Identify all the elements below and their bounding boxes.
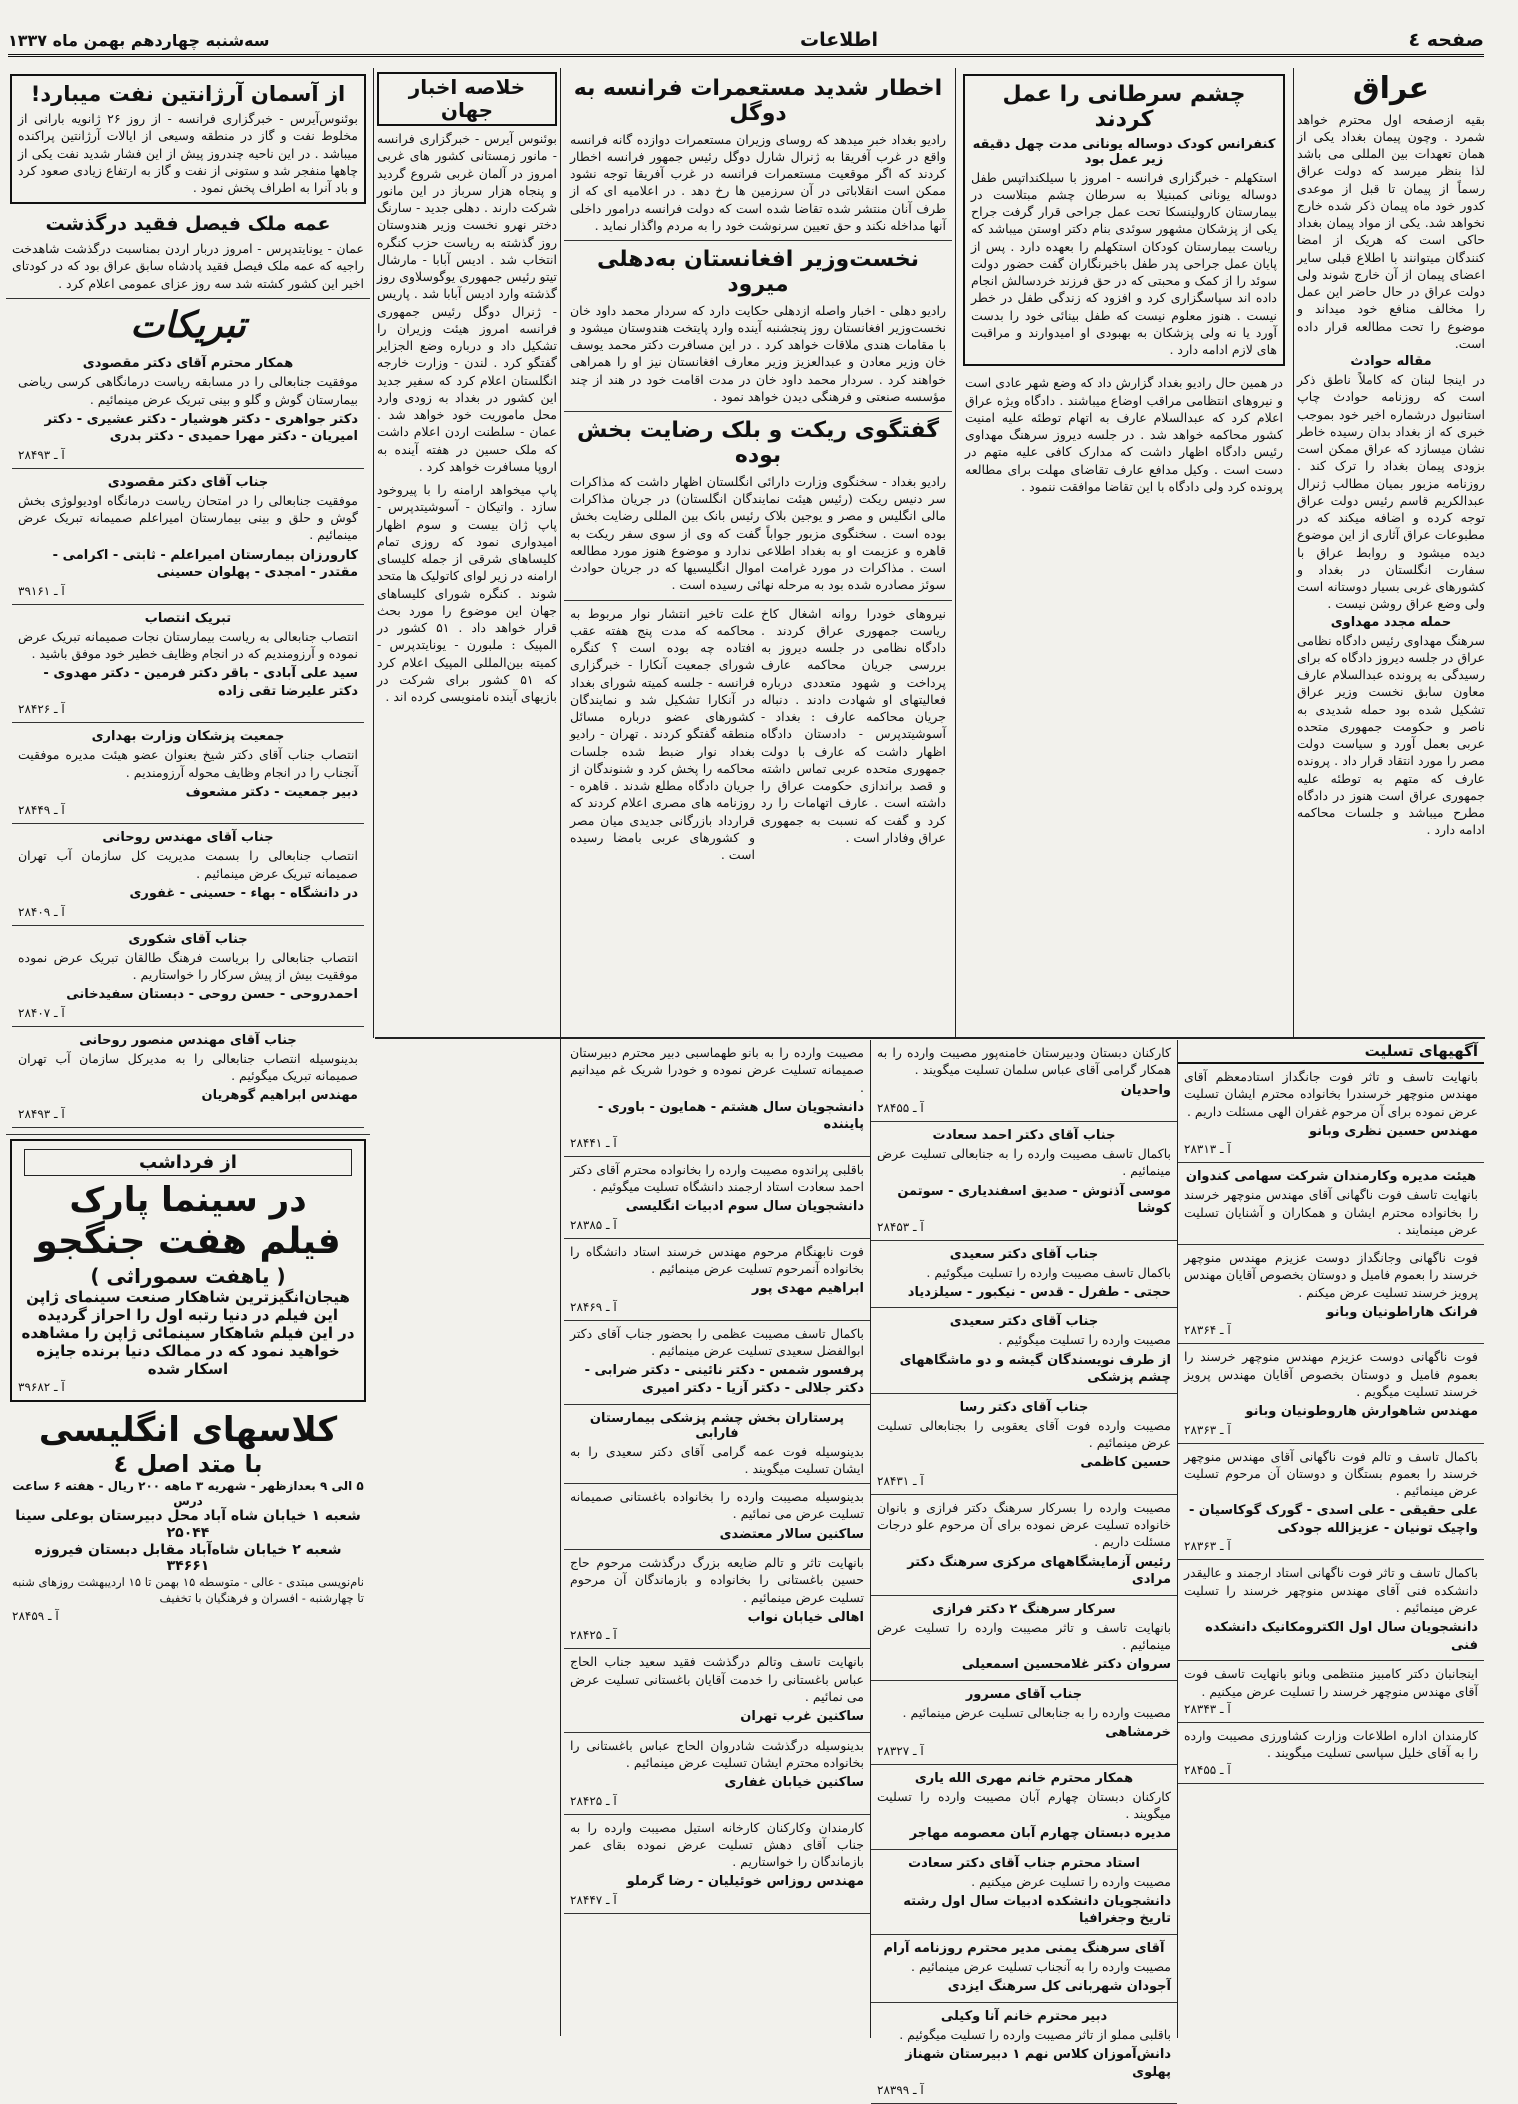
mid-strip xyxy=(564,601,952,870)
condolences-section xyxy=(564,1040,1484,2098)
condolence-list xyxy=(871,1040,1177,2104)
notice-heading: جناب آقای شکوری xyxy=(128,931,248,947)
cinema-ad xyxy=(10,1139,366,1402)
condolence-notice xyxy=(871,1935,1177,2003)
condolence-notice xyxy=(564,1405,870,1485)
notice-body: کارمندان اداره اطلاعات وزارت کشاورزی مصیبت وارده را به آقای خلیل سپاسی تسلیت میگویند . xyxy=(1184,1727,1478,1761)
notice-body: مصیبت وارده را به بانو طهماسبی دبیر محترم دبیرستان صمیمانه تسلیت عرض نموده و خودرا شریک غم میدانیم . xyxy=(570,1045,864,1095)
condolence-notice xyxy=(564,1157,870,1239)
notice-heading: همکار محترم آقای دکتر مقصودی xyxy=(82,356,294,372)
article-body: بقیه ازصفحه اول محترم خواهد شمرد . وچون پیمان بغداد یکی از همان تعهدات بین المللی می باشد لذا بنظر میرسد که دولت عراق رسماً از پیمان تا قبل از موعدی کدور خود ماه پیمان ذکر شده خارج نخواهد شد. یکی از مواد پیمان بغداد حاکی است که هریک از امضا کنندگان میتوانند با اطلاع قبلی سایر اعضای پیمان از آن خارج شوند ولی دولت عراق در حال حاضر این عمل را مخالف منافع خود میداند و موضوع را تحت مطالعه قرار داده است. xyxy=(1297,111,1485,351)
notice-signature: آجودان شهربانی کل سرهنگ ایزدی xyxy=(947,1979,1171,1995)
condolence-notice xyxy=(871,1122,1177,1241)
ad-branch: شعبه ۱ خیابان شاه آباد محل دبیرستان بوعلی سینا ۲۵۰۴۴ xyxy=(15,1507,361,1541)
notice-body: اینجانبان دکتر کامبیز منتظمی وبانو بانهایت تاسف فوت آقای مهندس منوچهر خرسند را تسلیت عرض میکنیم . xyxy=(1184,1666,1478,1699)
notice-heading: جناب آقای دکتر احمد سعادت xyxy=(932,1128,1116,1144)
notice-heading: جناب آقای مهندس منصور روحانی xyxy=(79,1032,297,1048)
notice-signature: کارورزان بیمارستان امیراعلم - ثابتی - اکرامی - مقتدر - امجدی - پهلوان حسینی xyxy=(52,547,358,581)
condolence-notice xyxy=(1178,1064,1484,1163)
article-iraq-trial xyxy=(959,370,1289,501)
notice-signature: حسین کاظمی xyxy=(1080,1455,1171,1471)
notice-body: موفقیت جنابعالی را در امتحان ریاست درمانگاه اودیولوژی بخش گوش و حلق و بینی بیمارستان امیراعلم صمیمانه تبریک عرض مینمائیم . xyxy=(18,492,358,543)
notice-signature: حجتی - طفرل - قدس - نیکبور - سیلزدیاد xyxy=(907,1284,1171,1300)
column-left xyxy=(6,70,370,2038)
ad-method: با متد اصل ٤ xyxy=(113,1450,263,1479)
article-body: بوئنوس‌آیرس - خبرگزاری فرانسه - از روز ۲۶ ژانویه بارانی از مخلوط نفت و گاز در منطقه وسیعی از ایالات آرژانتین پراکنده میباشد . در این ناحیه چندروز پیش از این فشار شدید نفت یکی از چاهها منفجر شد و ستونی از نفت و گاز به ارتفاع زیادی صعود کرد و باد آنرا به اطراف پخش نمود . xyxy=(18,111,358,196)
notice-body: بانهایت تاسف وتالم درگذشت فقید سعید جناب الحاج عباس باغستانی را خدمت آقایان باغستانی تسلیت عرض می نمائیم . xyxy=(570,1654,864,1704)
notice-body: انتصاب جنابعالی را بسمت مدیریت کل سازمان آب تهران صمیمانه تبریک عرض مینمائیم . xyxy=(18,848,358,881)
headline: خلاصه اخبار جهان xyxy=(377,72,557,126)
subheading: حمله مجدد مهداوی xyxy=(1330,614,1452,630)
article-france-colonies xyxy=(564,70,952,241)
article-body: استکهلم - خبرگزاری فرانسه - امروز با سیلکنداتپس طفل دوساله یونانی کمبنیلا به سرطان چشم مبتلاست در بیمارستان کارولینسکا تحت عمل جراحی قرار گرفت جراح یکی از پزشکان مشهور سوئدی بنام دکتر اوستن میباشد که ریاست بیمارستان کودکان استکهلم را بعهده دارد . پس از پایان عمل جراحی پدر طفل باخبرنگاران گفت حضور دولت سوئد را از کمک و محبتی که در حق فرزند خردسالش انجام داده اند سپاسگزاری کرد و افزود که زندگی طفل در خطر نیست . هنوز معلوم نیست که طفل بینائی خود را بدست آورد یا نه ولی پزشکان به بهبودی او امیدوارند و مراقبت های لازم ادامه دارد . xyxy=(971,169,1277,358)
notice-signature: علی حقیقی - علی اسدی - گورک گوکاسیان - واچیک تونیان - عزیزالله جودکی xyxy=(1188,1503,1478,1536)
congratulations-section xyxy=(6,299,370,1135)
notice-heading: پرستاران بخش چشم پزشکی بیمارستان فارابی xyxy=(589,1410,845,1441)
notice-heading: هیئت مدیره وکارمندان شرکت سهامی کندوان xyxy=(1185,1169,1477,1185)
article-cancer-eye xyxy=(963,74,1285,366)
notice-body: کارکنان دبستان چهارم آبان مصیبت وارده را تسلیت میگویند . xyxy=(877,1788,1171,1821)
notice-signature: فرانک هاراطونیان وبانو xyxy=(1326,1304,1478,1320)
condolence-column xyxy=(1177,1040,1484,2038)
condolence-notice xyxy=(1178,1344,1484,1443)
notice-body: مصیبت وارده را بسرکار سرهنگ دکتر فرازی و بانوان خانواده تسلیت عرض نموده برای آن مرحوم علو درجات مسئلت داریم . xyxy=(877,1499,1171,1550)
headline: چشم سرطانی را عمل کردند xyxy=(1002,82,1246,133)
article-body: نیروهای خودرا روانه اشغال کاخ ریاست جمهوری عراق کردند . دادگاه نظامی در جلسه دیروز به بررسی جریان محاکمه عارف پرداخت و شهود متعددی درباره فعالیتهای او شهادت دادند . دنباله جریان محاکمه عارف : بغداد - آسوشیتدپرس - دادستان دادگاه اظهار داشت که عارف با دولت جمهوری متحده عربی تماس داشته و قصد براندازی حکومت عراق را داشته است . عارف اتهامات را رد کرد و گفت که نسبت به جمهوری عراق وفادار است . xyxy=(761,605,946,845)
notice-body: بدینوسیله فوت عمه گرامی آقای دکتر سعیدی را به ایشان تسلیت میگویند . xyxy=(570,1443,864,1476)
column-france xyxy=(564,70,952,1035)
headline: از آسمان آرژانتین نفت میبارد! xyxy=(30,82,346,106)
notice-body: باقلبی پراندوه مصیبت وارده را بخانواده محترم آقای دکتر احمد سعادت استاد ارجمند دانشگاه تسلیت میگوئیم . xyxy=(570,1161,864,1195)
page-header xyxy=(8,26,1484,57)
notice-signature: ساکنین خیابان غفاری xyxy=(724,1775,864,1791)
column-world-news xyxy=(377,70,557,1035)
notice-body: بدینوسیله مصیبت وارده را بخانواده باغستانی صمیمانه تسلیت عرض می نمائیم . xyxy=(570,1489,864,1522)
notice-code: آ ـ ۲۸۳۶۳ xyxy=(1184,1422,1231,1437)
condolence-list xyxy=(1178,1064,1484,1784)
notice-code: آ ـ ۲۸۴۵۵ xyxy=(1184,1763,1231,1778)
notice-code: آ ـ ۲۸۳۱۳ xyxy=(1184,1142,1231,1157)
condolence-notice xyxy=(564,1815,870,1914)
headline: گفتگوی ریکت و بلک رضایت بخش بوده xyxy=(576,418,940,469)
notice-signature: واحدیان xyxy=(1120,1082,1171,1098)
notice-heading: تبریک انتصاب xyxy=(144,610,232,626)
headline: عمه ملک فیصل فقید درگذشت xyxy=(45,213,331,236)
section-title: آگهیهای تسلیت xyxy=(1178,1040,1484,1064)
article-ricket-black xyxy=(564,412,952,600)
notice-code: آ ـ ۲۸۴۲۵ xyxy=(570,1793,617,1808)
notice-body: کارمندان وکارکنان کارخانه استیل مصیبت وارده را به جناب آقای دهش تسلیت عرض نموده بقای عمر بازماندگان را خواستاریم . xyxy=(570,1819,864,1870)
condolence-notice xyxy=(1178,1723,1484,1785)
condolence-column xyxy=(564,1040,870,2038)
condolence-notice xyxy=(564,1239,870,1321)
ad-title: کلاسهای انگلیسی xyxy=(38,1409,338,1450)
notice-signature: مهندس شاهوارش هاروطونیان وبانو xyxy=(1245,1404,1478,1420)
column-rule xyxy=(560,68,561,2036)
notice-signature: مهندس حسین نظری وبانو xyxy=(1309,1123,1478,1139)
notice-body: مصیبت وارده را تسلیت میگوئیم . xyxy=(998,1332,1171,1348)
masthead: اطلاعات xyxy=(799,29,879,51)
notice-signature: اهالی خیابان نواب xyxy=(747,1609,864,1625)
notice-code: آ ـ ۲۸۳۹۹ xyxy=(877,2083,924,2098)
notice-body: باکمال تاسف مصیبت وارده را تسلیت میگوئیم . xyxy=(926,1264,1171,1280)
notice-body: مصیبت وارده را به آنجناب تسلیت عرض مینمائیم . xyxy=(911,1958,1171,1974)
notice-code: آ ـ ۲۸۳۴۳ xyxy=(1184,1701,1231,1716)
notice-body: بانهایت تاثر و تالم ضایعه بزرگ درگذشت مرحوم حاج حسین باغستانی را بخانواده و بازماندگان آن مرحوم تسلیت عرض مینمائیم . xyxy=(570,1555,864,1605)
article-iraq xyxy=(1297,70,1485,1035)
section-title: تبریکات xyxy=(130,304,246,346)
notice-signature: سروان دکتر غلامحسین اسمعیلی xyxy=(961,1657,1171,1673)
notice-code: آ ـ ۲۸۴۵۵ xyxy=(877,1101,924,1116)
headline: اخطار شدید مستعمرات فرانسه به دوگل xyxy=(573,76,943,127)
notice-code: آ ـ ۲۸۴۲۵ xyxy=(570,1628,617,1643)
ad-tagline: از فرداشب xyxy=(24,1149,352,1176)
article-body: رادیو بغداد خبر میدهد که روسای وزیران مستعمرات دوازده گانه فرانسه واقع در غرب آفریقا به ژنرال شارل دوگل رئیس جمهور فرانسه اخطار کردند که اگر موقعیت مستعمرات فرانسه در غرب آفریقا توجه نشود ممکن است انقلاباتی در آن سرزمین ها رخ دهد . در اعلامیه ای که از طرف آنان منتشر شده تقاضا شده است که دولت فرانسه درامور داخلی آنها مداخله نکند و حق تعیین سرنوشت خود را به مردم واگذار نماید . xyxy=(570,131,946,233)
condolence-notice xyxy=(871,1495,1177,1596)
congrats-list xyxy=(12,350,364,1127)
condolence-notice xyxy=(564,1550,870,1649)
notice-code: آ ـ ۲۸۴۹۳ xyxy=(18,1106,65,1121)
condolence-notice xyxy=(1178,1245,1484,1344)
notice-signature: مدیره دبستان چهارم آبان معصومه مهاجر xyxy=(909,1826,1171,1842)
ad-copy: هیجان‌انگیزترین شاهکار صنعت سینمای ژاپن این فیلم در دنیا رتبه اول را احراز گردیده xyxy=(26,1287,350,1324)
notice-body: مصیبت وارده را تسلیت عرض میکنیم . xyxy=(971,1873,1171,1889)
condolence-column xyxy=(870,1040,1177,2098)
notice-signature: در دانشگاه - بهاء - حسینی - غفوری xyxy=(129,885,358,901)
column-rule xyxy=(1293,68,1294,1038)
subheadline: کنفرانس کودک دوساله یونانی مدت چهل دقیقه زیر عمل بود xyxy=(972,136,1276,167)
ad-film-alt-title: ( یاهفت سموراثی ) xyxy=(90,1263,286,1288)
notice-body: بدینوسیله درگذشت شادروان الحاج عباس باغستانی را بخانواده محترم ایشان تسلیت عرض مینمائیم . xyxy=(570,1737,864,1770)
condolence-notice xyxy=(871,1241,1177,1309)
ad-branch: شعبه ۲ خیابان شاه‌آباد مقابل دبستان فیروزه ۳۴۶۶۱ xyxy=(34,1541,342,1575)
article-body: پاپ میخواهد ارامنه را با پیروخود سازد . واتیکان - آسوشیتدپرس - پاپ ژان بیست و سوم اظهار امیدواری نمود که روزی تمام کلیساهای شرقی از جمله کلیسای ارامنه در زیر لوای کاتولیک ها متحد شوند . کنگره شورای کلیساهای جهان این موضوع را مورد بحث قرار خواهد داد . ۵۱ کشور در المپیک : ملبورن - یونایتدپرس - کمیته بین‌المللی المپیک اعلام کرد که ۵۱ کشور برای شرکت در بازیهای آینده نامنویسی کرده اند . xyxy=(377,482,557,704)
condolence-notice xyxy=(1178,1560,1484,1661)
notice-body: فوت ناگهانی دوست عزیزم مهندس منوچهر خرسند را بعموم فامیل و دوستان بخصوص آقایان مهندس پرویز خرسند تسلیت میگویم . xyxy=(1184,1349,1478,1399)
headline: نخست‌وزیر افغانستان به‌دهلی میرود xyxy=(596,247,920,298)
notice-signature: موسی آذنوش - صدیق اسفندیاری - سوتمن کوشا xyxy=(897,1183,1171,1217)
headline: عراق xyxy=(1352,71,1430,106)
notice-heading: جناب آقای دکتر سعیدی xyxy=(949,1314,1099,1330)
article-body: رادیو دهلی - اخبار واصله ازدهلی حکایت دارد که سردار محمد داود خان نخست‌وزیر افغانستان روز پنجشنبه آینده وارد پایتخت هندوستان میشود و با مقامات هندی ملاقات خواهد کرد . در این مسافرت دکتر محمد یوسف خان وزیر معادن و عبدالعزیز وزیر معارف افغانستان نیز او را همراهی خواهند کرد . سردار محمد داود خان در مدت اقامت خود در هند از چند مؤسسه صنعتی و فرهنگی دیدن خواهد نمود . xyxy=(570,302,946,404)
notice-signature: ابراهیم مهدی پور xyxy=(751,1281,864,1297)
notice-signature: رئیس آزمایشگاههای مرکزی سرهنگ دکتر مرادی xyxy=(907,1554,1171,1588)
notice-signature: دکتر جواهری - دکتر هوشیار - دکتر عشیری - دکتر امیریان - دکتر مهرا حمیدی - دکتر بدری xyxy=(44,411,358,445)
notice-body: انتصاب جناب آقای دکتر شیخ بعنوان عضو هیئت مدیره موفقیت آنجناب را در انجام وظایف محوله آرزومندیم . xyxy=(18,747,358,780)
notice-signature: خرمشاهی xyxy=(1105,1724,1171,1740)
notice-heading: سرکار سرهنگ ۲ دکتر فرازی xyxy=(932,1601,1116,1617)
notice-code: آ ـ ۲۸۳۸۵ xyxy=(570,1217,617,1232)
notice-code: آ ـ ۲۸۴۹۳ xyxy=(18,447,65,462)
notice-body: فوت نابهنگام مرحوم مهندس خرسند استاد دانشگاه را بخانواده آنمرحوم تسلیت عرض مینمائیم . xyxy=(570,1243,864,1277)
notice-heading: جناب آقای دکتر مقصودی xyxy=(107,474,269,490)
congrats-notice xyxy=(12,723,364,824)
notice-body: باقلبی مملو از تاثر مصیبت وارده را تسلیت میگوئیم . xyxy=(899,2026,1171,2042)
article-body: علت تاخیر انتشار نوار مربوط به محاکمه که مدت پنج هفته عقب افتاده چه بوده است ؟ کنگره شورای جمعیت آنکارا - خبرگزاری فرانسه - جلسه کمیته شورای بغداد در آنکارا تشکیل شد و نمایندگان کشورهای عضو درباره مسائل منطقه گفتگو کردند . تهران - رادیو بغداد نوار ضبط شده جلسات محاکمه را پخش کرد و شنوندگان از جریان دادگاه مطلع شدند . قاهره - روزنامه های مصری اعلام کردند که قرارداد بازرگانی جدیدی میان مصر و کشورهای عربی بامضا رسیده است . xyxy=(570,605,755,863)
condolence-notice xyxy=(871,1681,1177,1765)
notice-body: بانهایت تاسف فوت ناگهانی آقای مهندس منوچهر خرسند را بخانواده محترم ایشان و همکاران و آشنایان تسلیت عرض مینمایند . xyxy=(1184,1187,1478,1237)
column-rule xyxy=(955,68,956,1038)
notice-signature: دبیر جمعیت - دکتر مشعوف xyxy=(185,784,358,800)
notice-heading: جمعیت پزشکان وزارت بهداری xyxy=(91,729,285,745)
condolence-notice xyxy=(1178,1163,1484,1245)
notice-body: باکمال تاسف مصیبت عظمی را بحضور جناب آقای دکتر ابوالفضل سعیدی تسلیت عرض مینمائیم . xyxy=(570,1325,864,1359)
notice-heading: جناب آقای دکتر سعیدی xyxy=(949,1246,1099,1262)
notice-code: آ ـ ۲۸۴۰۷ xyxy=(18,1005,65,1020)
column-rule xyxy=(373,68,374,1038)
notice-code: آ ـ ۲۸۳۶۴ xyxy=(1184,1323,1231,1338)
article-faisal-aunt xyxy=(6,208,370,299)
page-number: صفحه ٤ xyxy=(1408,29,1484,51)
congrats-notice xyxy=(12,350,364,469)
congrats-notice xyxy=(12,824,364,925)
ad-code: آ ـ ۲۸۴۵۹ xyxy=(12,1608,59,1623)
notice-code: آ ـ ۲۸۴۲۶ xyxy=(18,702,65,717)
article-body: سرهنگ مهداوی رئیس دادگاه نظامی عراق در جلسه دیروز دادگاه که برای رسیدگی به پرونده عبدالسلام عارف معاون سابق نخست وزیر عراق تشکیل شده بود حمله شدیدی به ناصر و حکومت جمهوری متحده عربی بعمل آورد و سیاست دولت مصر را مورد انتقاد قرار داد . پرونده عارف که متهم به توطئه علیه جمهوری عراق است هنوز در دادگاه مطرح میباشد و جلسات محاکمه ادامه دارد . xyxy=(1297,632,1485,838)
condolence-notice xyxy=(871,1765,1177,1850)
notice-signature: سید علی آبادی - باقر دکتر فرمین - دکتر مهدوی - دکتر علیرضا تقی زاده xyxy=(43,666,358,699)
notice-signature: ساکنین غرب تهران xyxy=(740,1709,864,1725)
notice-body: انتصاب جنابعالی را بریاست فرهنگ طالقان تبریک عرض نموده موفقیت بیش از پیش سرکار را خواستاریم . xyxy=(18,949,358,982)
notice-code: آ ـ ۲۸۴۴۹ xyxy=(18,803,65,818)
notice-body: مصیبت وارده را به جنابعالی تسلیت عرض مینمائیم . xyxy=(902,1704,1171,1720)
notice-signature: از طرف نویسندگان گیشه و دو ماشگاههای چشم پزشکی xyxy=(899,1352,1171,1386)
condolence-notice xyxy=(564,1733,870,1815)
condolence-list xyxy=(564,1040,870,1914)
notice-signature: دانشجویان سال هشتم - همایون - باوری - پایننده xyxy=(597,1099,864,1133)
notice-signature: دانشجویان دانشکده ادبیات سال اول رشته تاریخ وجغرافیا xyxy=(903,1893,1171,1927)
notice-body: بانهایت تاسف و تاثر فوت جانگداز استادمعظم آقای مهندس منوچهر خرسندرا بخانواده محترم ایشان تسلیت عرض نموده برای آن مرحوم غفران الهی مسئلت داریم . xyxy=(1184,1069,1478,1119)
notice-body: بدینوسیله انتصاب جنابعالی را به مدیرکل سازمان آب تهران صمیمانه تبریک میگوئیم . xyxy=(18,1050,358,1083)
english-class-ad xyxy=(6,1406,370,1629)
notice-heading: آقای سرهنگ یمنی مدیر محترم روزنامه آرام xyxy=(883,1940,1165,1956)
article-afghan-pm xyxy=(564,241,952,412)
notice-code: آ ـ ۲۸۴۳۱ xyxy=(877,1473,924,1488)
issue-date: سه‌شنبه چهاردهم بهمن ماه ۱۳۳۷ xyxy=(8,30,270,50)
notice-code: آ ـ ۲۸۴۵۳ xyxy=(877,1219,924,1234)
column-cancer xyxy=(959,70,1289,1035)
notice-heading: همکار محترم خانم مهری الله یاری xyxy=(914,1770,1134,1786)
condolence-notice xyxy=(871,1596,1177,1681)
notice-heading: جناب آقای مسرور xyxy=(965,1686,1083,1702)
notice-code: آ ـ ۲۸۳۶۳ xyxy=(1184,1539,1231,1554)
condolence-notice xyxy=(871,1850,1177,1935)
notice-signature: احمدروحی - حسن روحی - دبستان سفیدخانی xyxy=(66,987,358,1002)
condolence-notice xyxy=(564,1649,870,1732)
ad-code: آ ـ ۳۹۶۸۲ xyxy=(18,1379,65,1394)
notice-body: بانهایت تاسف و تاثر مصیبت وارده را تسلیت عرض مینمائیم . xyxy=(877,1619,1171,1652)
ad-copy: در این فیلم شاهکار سینمائی ژاپن را مشاهده خواهید نمود که در ممالک دنیا برنده جایزه اسکار شده xyxy=(21,1323,355,1378)
notice-code: آ ـ ۳۹۱۶۱ xyxy=(18,583,65,598)
notice-body: کارکنان دبستان ودبیرستان خامنه‌پور مصیبت وارده را به همکار گرامی آقای عباس سلمان تسلیت میگویند . xyxy=(877,1045,1171,1078)
congrats-notice xyxy=(12,469,364,605)
article-body: در همین حال رادیو بغداد گزارش داد که وضع شهر عادی است و نیروهای انتظامی مراقب اوضاع میباشند . دادگاه ویژه عراق اعلام کرد که عبدالسلام عارف به اتهام توطئه علیه امنیت کشور محاکمه خواهد شد . در جلسه دیروز سرهنگ مهداوی رئیس دادگاه اظهار داشت که مدارک کافی علیه متهم در دست است . وکیل مدافع عارف تقاضای مهلت برای مطالعه پرونده کرد ولی دادگاه با این تقاضا موافقت ننمود . xyxy=(965,375,1283,494)
notice-signature: دانش‌آموزان کلاس نهم ۱ دبیرستان شهناز پهلوی xyxy=(905,2046,1171,2080)
notice-heading: جناب آقای مهندس روحانی xyxy=(102,830,274,846)
notice-code: آ ـ ۲۸۴۴۷ xyxy=(570,1893,617,1908)
condolence-notice xyxy=(1178,1661,1484,1723)
condolence-notice xyxy=(564,1040,870,1157)
congrats-notice xyxy=(12,605,364,724)
article-argentina-oil xyxy=(10,74,366,204)
condolence-notice xyxy=(871,1040,1177,1122)
notice-code: آ ـ ۲۸۴۶۹ xyxy=(570,1299,617,1314)
notice-signature: دانشجویان سال اول الکترومکانیک دانشکده فنی xyxy=(1205,1620,1478,1653)
article-body: در اینجا لبنان که کاملاً ناطق ذکر است که روزنامه حوادث چاپ استانبول درشماره اخیر خود بموجب خبری که از بغداد بدان رسیده خاطر نشان میسازد که عراق ممکن است بزودی پیمان بغداد را ترک کند . روزنامه مزبور بمیان مطالب ژنرال عبدالکریم قاسم رئیس دولت عراق توجه کرده و اضافه میکند که در مطبوعات عراق آثاری از این موضوع دیده میشود و روابط عراق با سفارت انگلستان در بغداد و کشورهای غربی بسیار دوستانه است ولی وضع عراق روشن نیست . xyxy=(1297,372,1485,612)
notice-code: آ ـ ۲۸۳۲۷ xyxy=(877,1743,924,1758)
ad-venue: در سینما پارک xyxy=(69,1179,307,1220)
condolence-notice xyxy=(564,1484,870,1550)
notice-signature: دانشجویان سال سوم ادبیات انگلیسی xyxy=(625,1199,864,1215)
notice-body: باکمال تاسف و تاثر فوت ناگهانی استاد ارجمند و عالیقدر دانشکده فنی آقای مهندس منوچهر خرسند را تسلیت عرض مینمائیم . xyxy=(1184,1565,1478,1615)
condolence-notice xyxy=(871,1308,1177,1393)
notice-body: مصیبت وارده فوت آقای یعقوبی را بجنابعالی تسلیت عرض مینمائیم . xyxy=(877,1417,1171,1451)
notice-body: فوت ناگهانی وجانگداز دوست عزیزم مهندس منوچهر خرسند را بعموم فامیل و دوستان بخصوص آقایان مهندس پرویز خرسند تسلیت عرض میکنم . xyxy=(1184,1250,1478,1300)
congrats-notice xyxy=(12,1027,364,1128)
notice-body: باکمال تاسف و تالم فوت ناگهانی آقای مهندس منوچهر خرسند را بعموم بستگان و دوستان آن مرحوم تسلیت عرض مینمائیم . xyxy=(1184,1448,1478,1499)
notice-code: آ ـ ۲۸۴۴۱ xyxy=(570,1135,617,1150)
notice-code: آ ـ ۲۸۴۰۹ xyxy=(18,904,65,919)
congrats-notice xyxy=(12,926,364,1027)
article-body: عمان - یونایتدپرس - امروز دربار اردن بمناسبت درگذشت شاهدخت راجیه که عمه ملک فیصل فقید پادشاه سابق عراق بود که در کودتای اخیر این کشور کشته شد سه روز عزای عمومی اعلام کرد . xyxy=(12,241,364,291)
notice-body: موفقیت جنابعالی را در مسابقه ریاست درمانگاهی کرسی ریاضی بیمارستان گوش و گلو و بینی تبریک عرض مینمائیم . xyxy=(18,374,358,407)
subheading: مقاله حوادث xyxy=(1350,354,1432,369)
condolence-notice xyxy=(564,1321,870,1405)
article-body: بوئنوس آیرس - خبرگزاری فرانسه - مانور زمستانی کشور های غربی امروز در آلمان غربی شروع گردید و پنجاه هزار سرباز در این مانور شرکت دارند . دهلی جدید - سارنگ دختر نهرو نخست وزیر هندوستان روز گذشته به ریاست حزب کنگره انتخاب شد . ادیس آبابا - مارشال تیتو رئیس جمهوری یوگوسلاوی روز گذشته وارد ادیس آبابا شد . پاریس - ژنرال دوگل رئیس جمهوری فرانسه امروز هیئت وزیران را تشکیل داد و درباره وضع الجزایر گفتگو کرد . لندن - وزارت خارجه انگلستان اعلام کرد که سفیر جدید این کشور در بغداد به زودی وارد محل ماموریت خود خواهد شد . عمان - سلطنت اردن اعلام داشت که ملک حسین در هفته آینده به اروپا مسافرت خواهد کرد . xyxy=(377,131,557,474)
notice-heading: دبیر محترم خانم آنا وکیلی xyxy=(940,2008,1108,2024)
notice-signature: پرفسور شمس - دکتر نائینی - دکتر ضرابی - دکتر جلالی - دکتر آزیا - دکتر امیری xyxy=(584,1363,864,1396)
ad-film-title: فیلم هفت جنگجو xyxy=(35,1221,341,1263)
notice-body: انتصاب جنابعالی به ریاست بیمارستان نجات صمیمانه تبریک عرض نموده و آرزومندیم که در انجام وظایف خطیر خود موفق باشید . xyxy=(18,628,358,662)
notice-signature: ساکنین سالار معتضدی xyxy=(719,1526,864,1542)
condolence-notice xyxy=(1178,1444,1484,1561)
article-body: رادیو بغداد - سخنگوی وزارت دارائی انگلستان اظهار داشت که مذاکرات سر دنیس ریکت (رئیس هیئت نمایندگان انگلستان) در جریان مذاکرات مالی انگلیس و مصر و یوجین بلاک رئیس بانک بین المللی رضایت بخش بوده است . سخنگوی مزبور جواباً گفت که وی از سوی سفر ریکت به قاهره و عزیمت او به بغداد اطلاعی ندارد و موضوع هنوز مورد مطالعه است . مذاکرات در مورد غرامت اموال انگلیسیها که در جریان حوادث سوئز مصادره شده بود به مرحله نهائی رسیده است . xyxy=(570,473,946,593)
condolence-notice xyxy=(871,1394,1177,1495)
notice-heading: استاد محترم جناب آقای دکتر سعادت xyxy=(908,1855,1140,1871)
notice-signature: مهندس روزاس خوئیلیان - رضا گرملو xyxy=(626,1874,864,1890)
notice-heading: جناب آقای دکتر رسا xyxy=(959,1399,1089,1415)
notice-signature: مهندس ابراهیم گوهریان xyxy=(201,1088,358,1104)
condolence-notice xyxy=(871,2003,1177,2104)
section-rule xyxy=(375,1037,1485,1039)
ad-note: نام‌نویسی مبتدی - عالی - متوسطه ۱۵ بهمن تا ۱۵ اردیبهشت روزهای شنبه تا چهارشنبه - افسران و فرهنگیان با تخفیف xyxy=(12,1575,364,1605)
ad-schedule: ۵ الی ۹ بعدازظهر - شهریه ۳ ماهه ۲۰۰ ریال - هفته ۶ ساعت درس xyxy=(12,1479,364,1508)
notice-body: باکمال تاسف مصیبت وارده را به جنابعالی تسلیت عرض مینمائیم . xyxy=(877,1146,1171,1179)
